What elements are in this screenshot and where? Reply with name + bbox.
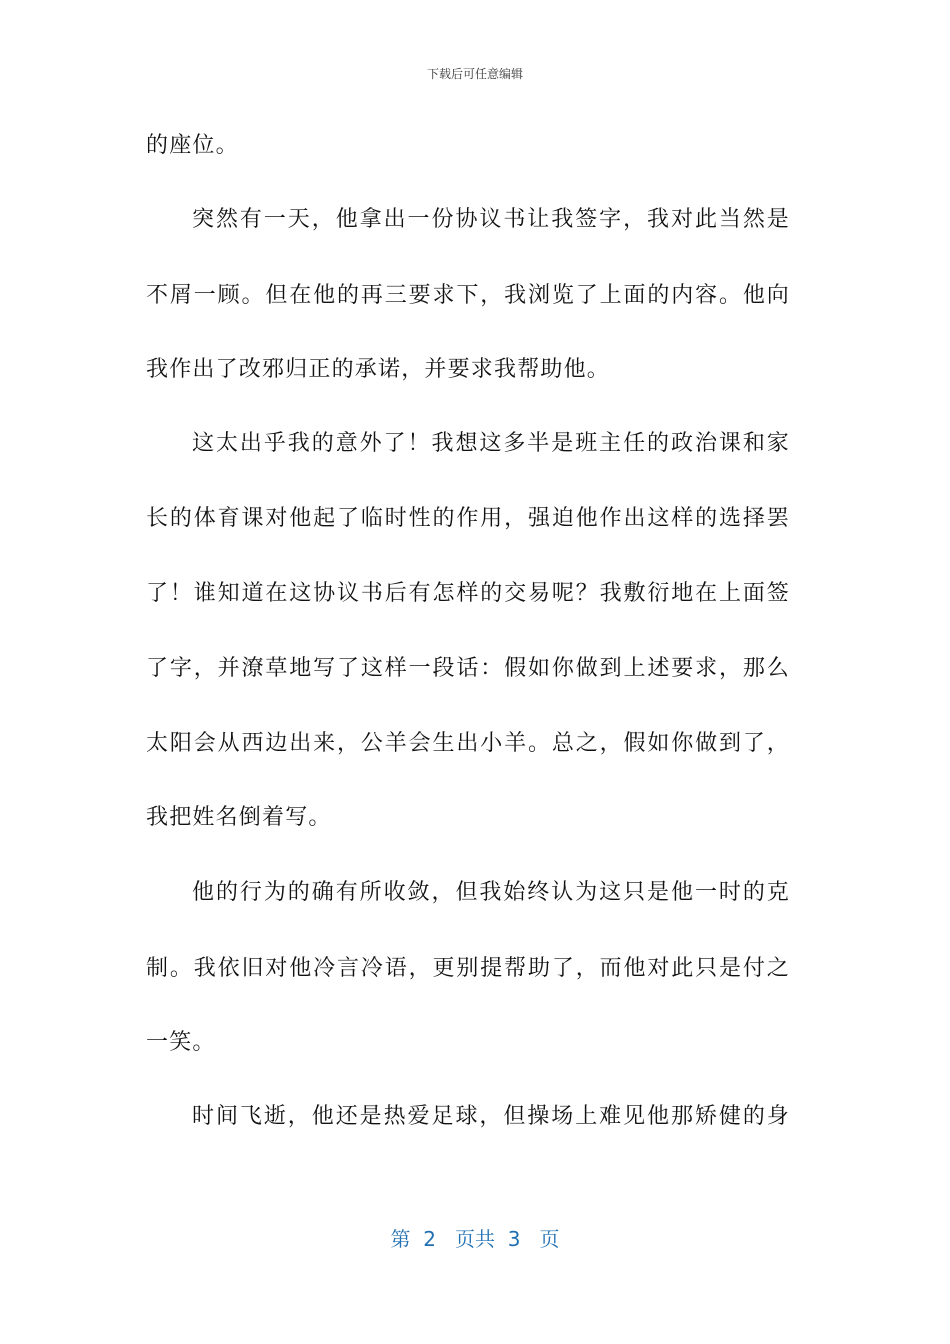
- text-line: 长的体育课对他起了临时性的作用，强迫他作出这样的选择罢: [146, 506, 790, 531]
- text-line: 了！谁知道在这协议书后有怎样的交易呢？我敷衍地在上面签: [146, 581, 790, 606]
- text-line: 制。我依旧对他冷言冷语，更别提帮助了，而他对此只是付之: [146, 956, 790, 981]
- paragraph-first-line: 这太出乎我的意外了！我想这多半是班主任的政治课和家: [192, 431, 790, 456]
- paragraph-first-line: 他的行为的确有所收敛，但我始终认为这只是他一时的克: [192, 880, 790, 905]
- page-header: 下载后可任意编辑: [426, 67, 523, 81]
- paragraph-first-line: 突然有一天，他拿出一份协议书让我签字，我对此当然是: [192, 207, 790, 232]
- text-line: 不屑一顾。但在他的再三要求下，我浏览了上面的内容。他向: [146, 283, 790, 308]
- text-line: 的座位。: [146, 133, 239, 158]
- text-line: 了字，并潦草地写了这样一段话：假如你做到上述要求，那么: [146, 656, 790, 681]
- text-line: 一笑。: [146, 1030, 216, 1055]
- text-line: 太阳会从西边出来，公羊会生出小羊。总之，假如你做到了，: [146, 731, 790, 756]
- text-line: 我把姓名倒着写。: [146, 805, 332, 830]
- page-number-footer: 第 2 页共 3 页: [390, 1227, 560, 1251]
- text-line: 我作出了改邪归正的承诺，并要求我帮助他。: [146, 357, 611, 382]
- paragraph-first-line: 时间飞逝，他还是热爱足球，但操场上难见他那矫健的身: [192, 1104, 790, 1129]
